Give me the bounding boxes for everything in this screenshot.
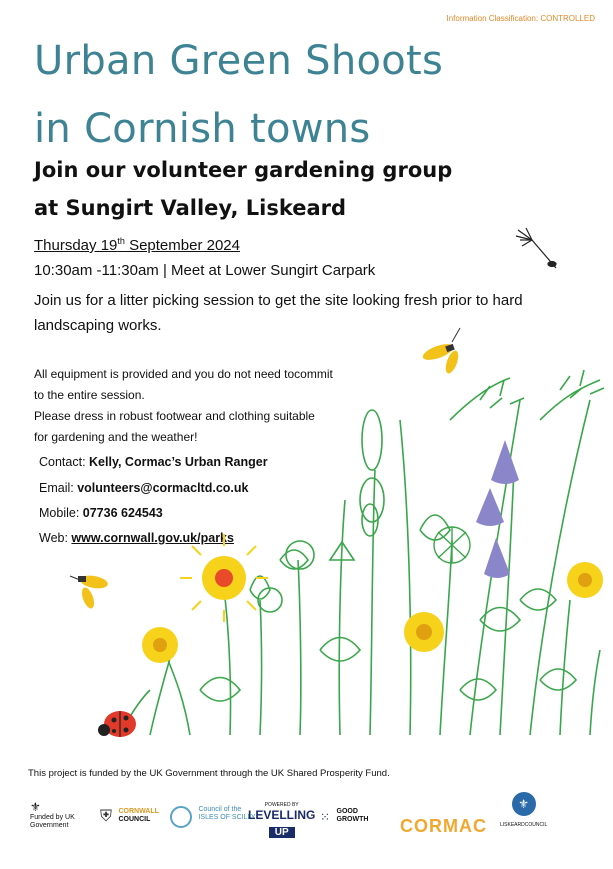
event-date-suffix: th (117, 236, 125, 246)
uk-government-logo (30, 800, 86, 830)
liskeard-council-logo (500, 792, 547, 828)
growth-label-1: GOOD (336, 808, 358, 815)
info-line-4: for gardening and the weather! (34, 430, 198, 444)
title-line-2: in Cornish towns (34, 106, 371, 152)
ladybird-icon (98, 711, 136, 737)
dandelion-seed-icon (516, 228, 556, 268)
crest-icon: ⚜ (30, 800, 41, 814)
info-line-2: to the entire session. (34, 388, 145, 402)
event-date-main: Thursday 19 (34, 237, 118, 254)
yellow-flower-icon (180, 534, 268, 622)
thistle-icon (434, 527, 470, 563)
scilly-emblem-icon (170, 806, 192, 828)
subtitle-line-2: at Sungirt Valley, Liskeard (34, 196, 347, 220)
web-label: Web: (39, 531, 72, 545)
subtitle-line-1: Join our volunteer gardening group (34, 158, 453, 182)
levelling-up-logo (248, 802, 315, 840)
isles-of-scilly-logo (170, 806, 256, 828)
funder-logos (30, 792, 590, 852)
yellow-flower-icon (567, 562, 603, 598)
cornwall-label-2: COUNCIL (118, 816, 151, 823)
growth-label-2: GROWTH (336, 816, 369, 823)
classification-label: Information Classification: CONTROLLED (446, 14, 595, 23)
cormac-logo: CORMAC (400, 816, 487, 836)
cornwall-label-1: CORNWALL (118, 808, 159, 815)
bee-icon (70, 574, 109, 610)
levelling-top-label: POWERED BY (264, 802, 299, 808)
levelling-mid-label: LEVELLING (248, 808, 316, 822)
event-date-month: September 2024 (124, 237, 240, 254)
web-link[interactable]: www.cornwall.gov.uk/parks (71, 531, 234, 545)
shield-icon: ⛨ (100, 808, 113, 825)
yellow-flower-icon (404, 612, 444, 652)
dots-icon: ⁙ (320, 810, 331, 824)
contact-label: Contact: (39, 455, 90, 469)
title-line-1: Urban Green Shoots (34, 38, 444, 84)
scilly-label-2: ISLES OF SCILLY (198, 814, 256, 821)
fleur-de-lis-icon: ⚜ (512, 792, 536, 816)
liskeard-label: LISKEARDCOUNCIL (500, 822, 548, 828)
plant-stems (120, 370, 604, 735)
contact-name: Kelly, Cormac’s Urban Ranger (89, 455, 268, 469)
uk-government-label: Funded by UK Government (30, 814, 75, 829)
cornwall-council-logo (100, 808, 159, 826)
email-address[interactable]: volunteers@cormacltd.co.uk (77, 481, 249, 495)
event-description: Join us for a litter picking session to get the site looking fresh prior to hard landscaping works. (34, 292, 523, 334)
bee-icon (421, 328, 461, 375)
scilly-label-1: Council of the (198, 806, 242, 813)
info-line-1: All equipment is provided and you do not need tocommit (34, 367, 333, 381)
event-time-location: 10:30am -11:30am | Meet at Lower Sungirt Carpark (34, 262, 376, 279)
info-line-3: Please dress in robust footwear and clothing suitable (34, 409, 315, 423)
mobile-label: Mobile: (39, 506, 83, 520)
funding-note: This project is funded by the UK Government through the UK Shared Prosperity Fund. (28, 768, 390, 779)
levelling-bottom-label: UP (269, 827, 295, 838)
good-growth-logo (320, 808, 368, 826)
mobile-number: 07736 624543 (82, 506, 163, 520)
yellow-flower-icon (142, 627, 178, 663)
email-label: Email: (39, 481, 78, 495)
